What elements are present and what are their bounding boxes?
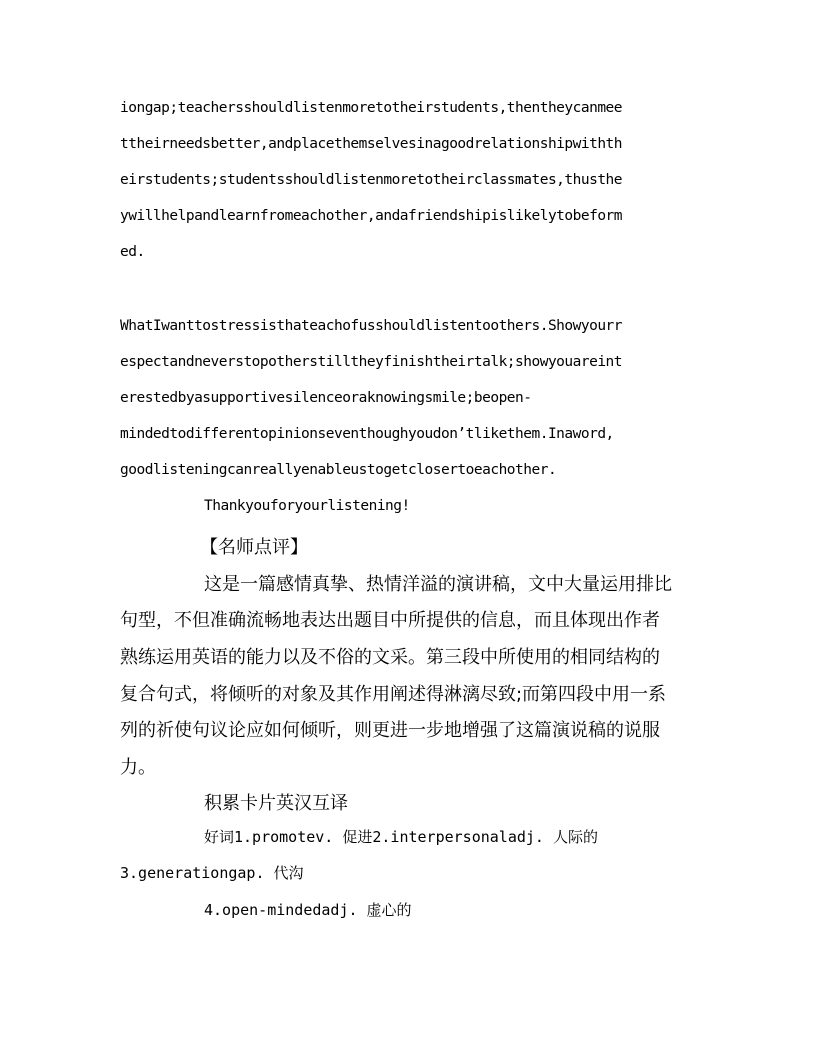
paragraph-3-line-4: ywillhelpandlearnfromeachother,andafriendshipislikelytobeform: [120, 208, 623, 224]
vocab-line-3: 4.open-mindedadj. 虚心的: [204, 901, 412, 919]
paragraph-3-line-2: ttheirneedsbetter,andplacethemselvesinagoodrelationshipwithth: [120, 136, 623, 152]
paragraph-3-line-3: eirstudents;studentsshouldlistenmoretotheirclassmates,thusthe: [120, 172, 623, 188]
paragraph-4-line-5: goodlisteningcanreallyenableustogetclosertoeachother.: [120, 462, 557, 478]
card-title: 积累卡片英汉互译: [204, 793, 348, 814]
comment-line-4: 复合句式，将倾听的对象及其作用阐述得淋漓尽致;而第四段中用一系: [120, 684, 667, 705]
comment-line-2: 句型，不但准确流畅地表达出题目中所提供的信息，而且体现出作者: [120, 610, 660, 631]
comment-line-3: 熟练运用英语的能力以及不俗的文采。第三段中所使用的相同结构的: [120, 647, 660, 668]
comment-line-1: 这是一篇感情真挚、热情洋溢的演讲稿，文中大量运用排比: [204, 574, 672, 595]
paragraph-4-line-1: WhatIwanttostressisthateachofusshouldlistentoothers.Showyourr: [120, 318, 623, 334]
vocab-line-2: 3.generationgap. 代沟: [120, 864, 304, 882]
paragraph-4-line-2: espectandneverstopotherstilltheyfinishtheirtalk;showyouareint: [120, 354, 623, 370]
comment-line-5: 列的祈使句议论应如何倾听，则更进一步地增强了这篇演说稿的说服: [120, 720, 660, 741]
paragraph-4-line-4: mindedtodifferentopinionseventhoughyoudon’tlikethem.Inaword,: [120, 426, 614, 442]
paragraph-3-line-1: iongap;teachersshouldlistenmoretotheirstudents,thentheycanmee: [120, 100, 623, 116]
comment-line-6: 力。: [120, 757, 156, 778]
comment-title: 【名师点评】: [200, 537, 308, 558]
paragraph-3-line-5: ed.: [120, 244, 145, 260]
vocab-line-1: 好词1.promotev. 促进2.interpersonaladj. 人际的: [204, 828, 598, 846]
paragraph-4-line-3: erestedbyasupportivesilenceoraknowingsmile;beopen-: [120, 390, 532, 406]
closing-line: Thankyouforyourlistening!: [204, 498, 410, 514]
